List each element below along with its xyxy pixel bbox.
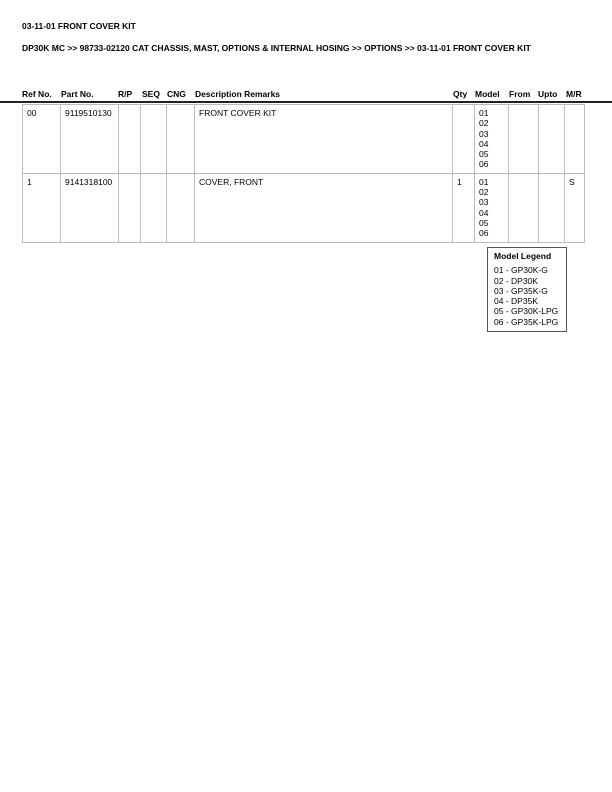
cell-from [509, 173, 539, 242]
model-code: 03 [479, 128, 489, 139]
cell-qty [453, 105, 475, 174]
cell-upto [539, 105, 565, 174]
cell-from [509, 105, 539, 174]
legend-item: 01 - GP30K-G [494, 265, 548, 276]
legend-item: 06 - GP35K-LPG [494, 316, 559, 327]
model-code: 04 [479, 207, 489, 218]
page-title: 03-11-01 FRONT COVER KIT [22, 21, 136, 31]
model-code: 05 [479, 217, 489, 228]
legend-item: 05 - GP30K-LPG [494, 306, 559, 317]
model-code: 02 [479, 187, 489, 198]
cell-mr: S [565, 173, 585, 242]
col-seq: SEQ [142, 89, 160, 99]
legend-item: 02 - DP30K [494, 275, 538, 286]
table-row [23, 105, 585, 174]
model-code: 06 [479, 228, 489, 239]
cell-rp [119, 173, 141, 242]
cell-part: 9119510130 [61, 105, 119, 174]
cell-cng [167, 173, 195, 242]
col-cng: CNG [167, 89, 186, 99]
model-code: 04 [479, 138, 489, 149]
cell-ref: 00 [23, 105, 61, 174]
model-code: 01 [479, 108, 489, 118]
col-upto: Upto [538, 89, 558, 99]
cell-seq [141, 173, 167, 242]
model-code: 02 [479, 118, 489, 129]
legend-item: 03 - GP35K-G [494, 285, 548, 296]
cell-cng [167, 105, 195, 174]
breadcrumb: DP30K MC >> 98733-02120 CAT CHASSIS, MAST, OPTIONS & INTERNAL HOSING >> OPTIONS >> 03-11-01 FRONT COVER KIT [22, 43, 531, 53]
model-legend [487, 247, 567, 332]
cell-models [475, 173, 509, 242]
cell-rp [119, 105, 141, 174]
col-from: From [509, 89, 531, 99]
header-divider [0, 101, 612, 103]
col-qty: Qty [453, 89, 468, 99]
legend-title: Model Legend [494, 251, 552, 261]
cell-desc: FRONT COVER KIT [195, 105, 453, 174]
col-part: Part No. [61, 89, 94, 99]
legend-item: 04 - DP35K [494, 296, 538, 307]
col-model: Model [475, 89, 500, 99]
cell-mr [565, 105, 585, 174]
cell-models [475, 105, 509, 174]
model-code: 01 [479, 176, 489, 187]
cell-part: 9141318100 [61, 173, 119, 242]
col-ref: Ref No. [22, 89, 52, 99]
model-code: 06 [479, 159, 489, 170]
cell-upto [539, 173, 565, 242]
cell-seq [141, 105, 167, 174]
col-rp: R/P [118, 89, 133, 99]
col-desc: Description Remarks [195, 89, 281, 99]
parts-table [22, 104, 585, 243]
cell-desc: COVER, FRONT [195, 173, 453, 242]
table-row [23, 173, 585, 242]
col-mr: M/R [566, 89, 582, 99]
cell-qty: 1 [453, 173, 475, 242]
model-code: 03 [479, 197, 489, 208]
cell-ref: 1 [23, 173, 61, 242]
model-code: 05 [479, 149, 489, 160]
